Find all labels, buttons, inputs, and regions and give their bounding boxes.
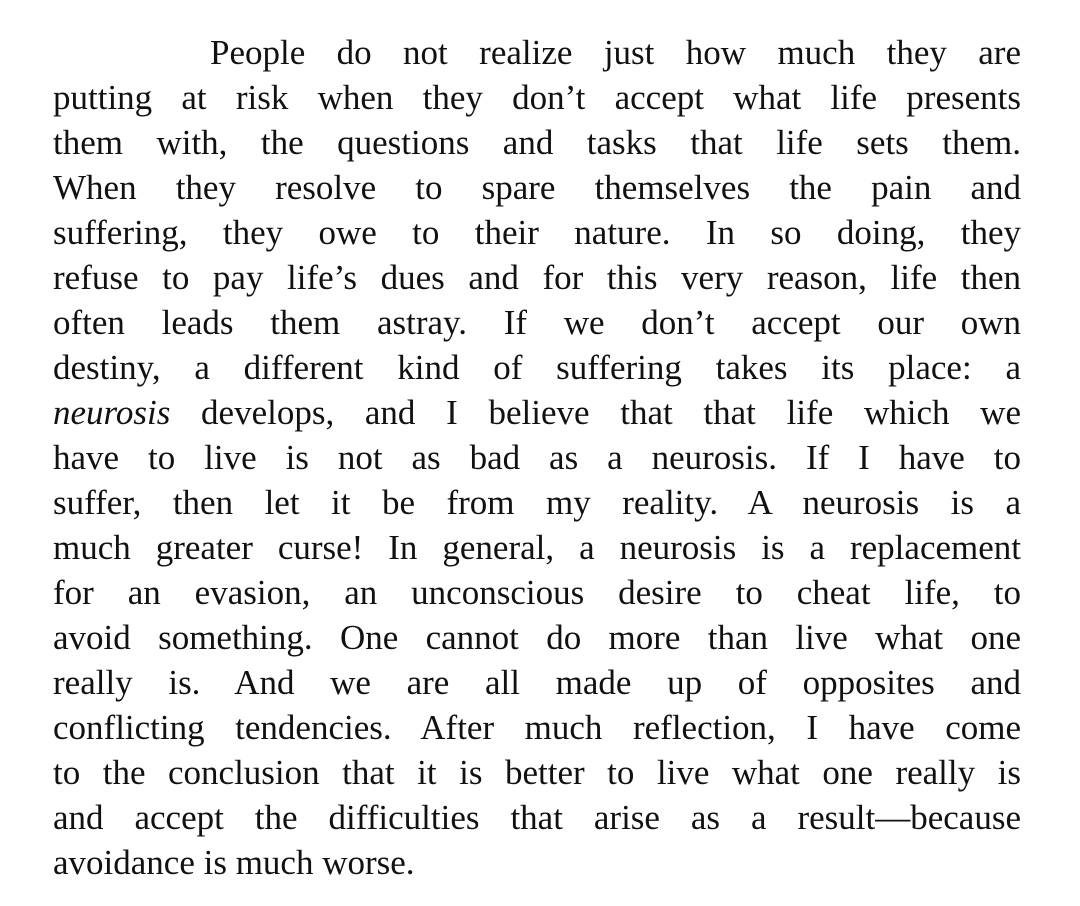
text-line: have to live is not as bad as a neurosis. If I have to <box>53 438 1021 477</box>
text-line: suffer, then let it be from my reality. A neurosis is a <box>53 483 1021 522</box>
text-line-rest: develops, and I believe that that life which we <box>170 393 1021 432</box>
text-line: them with, the questions and tasks that life sets them. <box>53 123 1021 162</box>
text-line: and accept the difficulties that arise as a result—because <box>53 798 1021 837</box>
text-line: People do not realize just how much they are <box>210 33 1021 72</box>
text-line: much greater curse! In general, a neurosis is a replacement <box>53 528 1021 567</box>
text-line: refuse to pay life’s dues and for this very reason, life then <box>53 258 1021 297</box>
text-line: often leads them astray. If we don’t accept our own <box>53 303 1021 342</box>
quote-paragraph <box>53 30 1021 885</box>
text-line: destiny, a different kind of suffering takes its place: a <box>53 348 1021 387</box>
text-line: suffering, they owe to their nature. In so doing, they <box>53 213 1021 252</box>
text-line <box>53 390 1021 435</box>
text-page <box>53 30 1021 885</box>
text-line: for an evasion, an unconscious desire to cheat life, to <box>53 573 1021 612</box>
text-line: really is. And we are all made up of opposites and <box>53 663 1021 702</box>
text-line: putting at risk when they don’t accept what life presents <box>53 78 1021 117</box>
text-line: When they resolve to spare themselves the pain and <box>53 168 1021 207</box>
italic-word: neurosis <box>53 393 171 432</box>
text-line: avoidance is much worse. <box>53 843 415 882</box>
text-line: conflicting tendencies. After much reflection, I have come <box>53 708 1021 747</box>
text-line: avoid something. One cannot do more than live what one <box>53 618 1021 657</box>
text-line: to the conclusion that it is better to live what one really is <box>53 753 1021 792</box>
